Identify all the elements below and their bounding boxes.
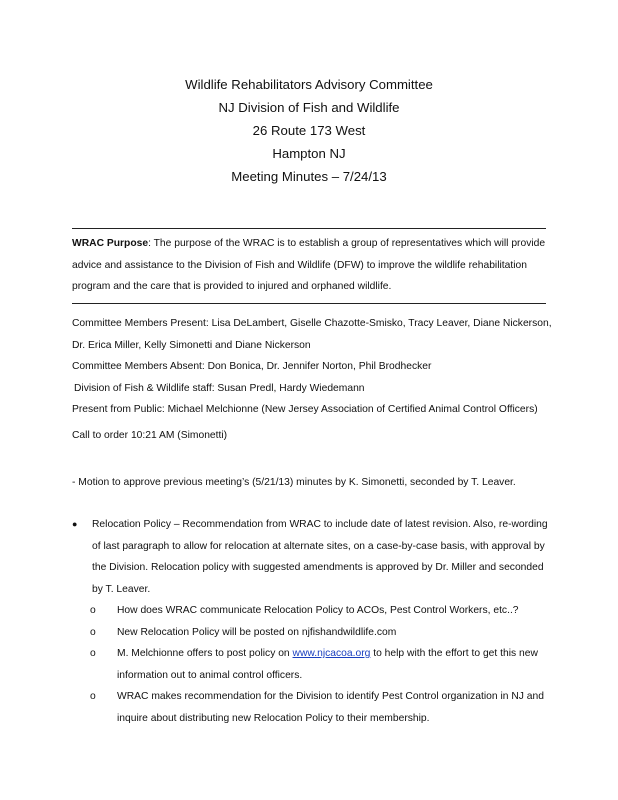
motion-minutes: - Motion to approve previous meeting’s (5/21/13) minutes by K. Simonetti, seconded by T. Leaver. bbox=[72, 477, 516, 488]
sub-list-item bbox=[90, 622, 552, 644]
list-item bbox=[72, 514, 552, 600]
circle-bullet-icon: o bbox=[90, 605, 96, 616]
address-city: Hampton NJ bbox=[272, 146, 346, 161]
committee-name: Wildlife Rehabilitators Advisory Committee bbox=[185, 77, 433, 92]
sub-list-item bbox=[90, 600, 552, 622]
meeting-title: Meeting Minutes – 7/24/13 bbox=[231, 169, 387, 184]
sub-list-item bbox=[90, 686, 552, 729]
circle-bullet-icon: o bbox=[90, 626, 96, 638]
sub-list-item bbox=[90, 643, 552, 686]
njcacoa-link[interactable]: www.njcacoa.org bbox=[292, 648, 371, 659]
purpose-box bbox=[72, 228, 546, 304]
sub-item-text: New Relocation Policy will be posted on njfishandwildlife.com bbox=[117, 626, 397, 638]
sub-item-text bbox=[117, 643, 552, 686]
purpose-label: WRAC Purpose bbox=[72, 238, 149, 249]
document-header bbox=[0, 73, 618, 188]
purpose-text: : The purpose of the WRAC is to establish a group of representatives which will provide advice and assistance to the Division of Fish and Wildlife (DFW) to improve the wildlife rehabilitation program and the care that is provided to injured and orphaned wildlife. bbox=[72, 238, 546, 292]
members-present: Committee Members Present: Lisa DeLambert, Giselle Chazotte-Smisko, Tracy Leaver, Diane Nickerson, Dr. Erica Miller, Kelly Simonetti and Diane Nickerson bbox=[72, 318, 552, 351]
call-to-order: Call to order 10:21 AM (Simonetti) bbox=[72, 430, 228, 441]
sub-item-text-start: M. Melchionne offers to post policy on bbox=[117, 648, 293, 659]
attendance-section bbox=[72, 313, 552, 421]
members-absent: Committee Members Absent: Don Bonica, Dr. Jennifer Norton, Phil Brodhecker bbox=[72, 361, 432, 372]
agenda-list bbox=[72, 514, 552, 729]
sub-item-text: How does WRAC communicate Relocation Policy to ACOs, Pest Control Workers, etc..? bbox=[117, 605, 519, 616]
public-present: Present from Public: Michael Melchionne (New Jersey Association of Certified Animal Control Officers) bbox=[72, 404, 538, 415]
division-name: NJ Division of Fish and Wildlife bbox=[218, 100, 400, 115]
address-street: 26 Route 173 West bbox=[252, 123, 366, 138]
dfw-staff: Division of Fish & Wildlife staff: Susan Predl, Hardy Wiedemann bbox=[74, 382, 365, 394]
sub-item-text-end: to help with the effort to get this new information out to animal control officers. bbox=[117, 648, 538, 681]
relocation-policy-text: Relocation Policy – Recommendation from WRAC to include date of latest revision. Also, re-wording of last paragraph to allow for relocation at alternate sites, on a case-by-case basis, with approval by the Division. Relocation policy with suggested amendments is approved by Dr. Miller and seconded by T. Leaver. bbox=[92, 519, 548, 595]
circle-bullet-icon: o bbox=[90, 691, 96, 702]
bullet-icon: ● bbox=[72, 519, 78, 529]
circle-bullet-icon: o bbox=[90, 648, 96, 659]
sub-item-text: WRAC makes recommendation for the Division to identify Pest Control organization in NJ and inquire about distributing new Relocation Policy to their membership. bbox=[117, 691, 544, 724]
